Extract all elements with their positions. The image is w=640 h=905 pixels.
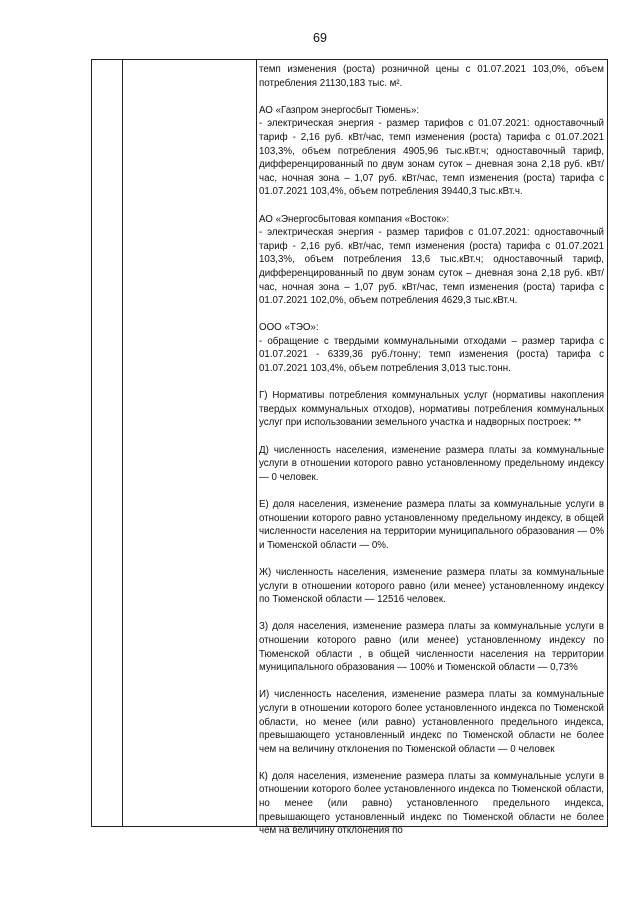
- paragraph-item-i: И) численность населения, изменение размера платы за коммунальные услуги в отношении которого более установленного индекса по Тюменской области, но менее (или равно) установленного предельного индекса, превышающего установленный индекс по Тюменской области не более чем на величину отклонения по Тюменской области — 0 человек: [259, 689, 604, 755]
- paragraph-item-z: З) доля населения, изменение размера платы за коммунальные услуги в отношении которого равно (или менее) установленному индексу по Тюменской области , в общей численности населения на территории муниципального образования — 100% и Тюменской области — 0,73%: [259, 621, 604, 674]
- paragraph-item-e: Е) доля населения, изменение размера платы за коммунальные услуги в отношении которого равно установленному предельному индексу, в общей численности населения на территории муниципального образования — 0% и Тюменской области — 0%.: [259, 499, 604, 551]
- paragraph-energosbyt-vostok: АО «Энергосбытовая компания «Восток»: - электрическая энергия - размер тарифов с 01.07.2021: одноставочный тариф - 2,16 руб. кВт/час, темп изменения (роста) тарифа с 01.07.2021 103,3%, объем потребления 13,6 тыс.кВт.ч; одноставочный тариф, дифференцированный по двум зонам суток – дневная зона 2,18 руб. кВт/час, ночная зона – 1,07 руб. кВт/час, темп изменения (роста) тарифа с 01.07.2021 102,0%, объем потребления 4629,3 тыс.кВт.ч.: [259, 213, 604, 307]
- page-number: 69: [313, 31, 327, 45]
- document-table: [91, 59, 608, 837]
- paragraph-item-g: Г) Нормативы потребления коммунальных услуг (нормативы накопления твердых коммунальных отходов), нормативы потребления коммунальных услуг при использовании земельного участка и надворных построек: **: [259, 390, 604, 429]
- paragraph-item-d: Д) численность населения, изменение размера платы за коммунальные услуги в отношении которого равно установленному предельному индексу — 0 человек.: [259, 444, 604, 483]
- text-cell: [256, 60, 607, 838]
- paragraph-teo: ООО «ТЭО»: - обращение с твердыми коммунальными отходами – размер тарифа с 01.07.2021 - 6339,36 руб./тонну; темп изменения (роста) тарифа с 01.07.2021 103,4%, объем потребления 3,013 тыс.тонн.: [259, 322, 604, 375]
- paragraph-retail-price: темп изменения (роста) розничной цены с 01.07.2021 103,0%, объем потребления 21130,183 тыс. м².: [259, 64, 604, 89]
- paragraph-item-k: К) доля населения, изменение размера платы за коммунальные услуги в отношении которого более установленного индекса по Тюменской области, но менее (или равно) установленного предельного индекса, превышающего установленный индекс по Тюменской области не более чем на величину отклонения по: [259, 770, 604, 837]
- paragraph-item-zh: Ж) численность населения, изменение размера платы за коммунальные услуги в отношении которого равно (или менее) установленному индексу по Тюменской области — 12516 человек.: [259, 566, 604, 606]
- paragraph-gazprom-energosbyt: АО «Газпром энергосбыт Тюмень»: - электрическая энергия - размер тарифов с 01.07.2021: одноставочный тариф - 2,16 руб. кВт/час, темп изменения (роста) тарифа с 01.07.2021 103,3%, объем потребления 4905,96 тыс.кВт.ч; одноставочный тариф, дифференцированный по двум зонам суток – дневная зона 2,18 руб. кВт/час, ночная зона – 1,07 руб. кВт/час, темп изменения (роста) тарифа с 01.07.2021 103,4%, объем потребления 39440,3 тыс.кВт.ч.: [259, 104, 604, 198]
- column-divider-1: [122, 60, 123, 826]
